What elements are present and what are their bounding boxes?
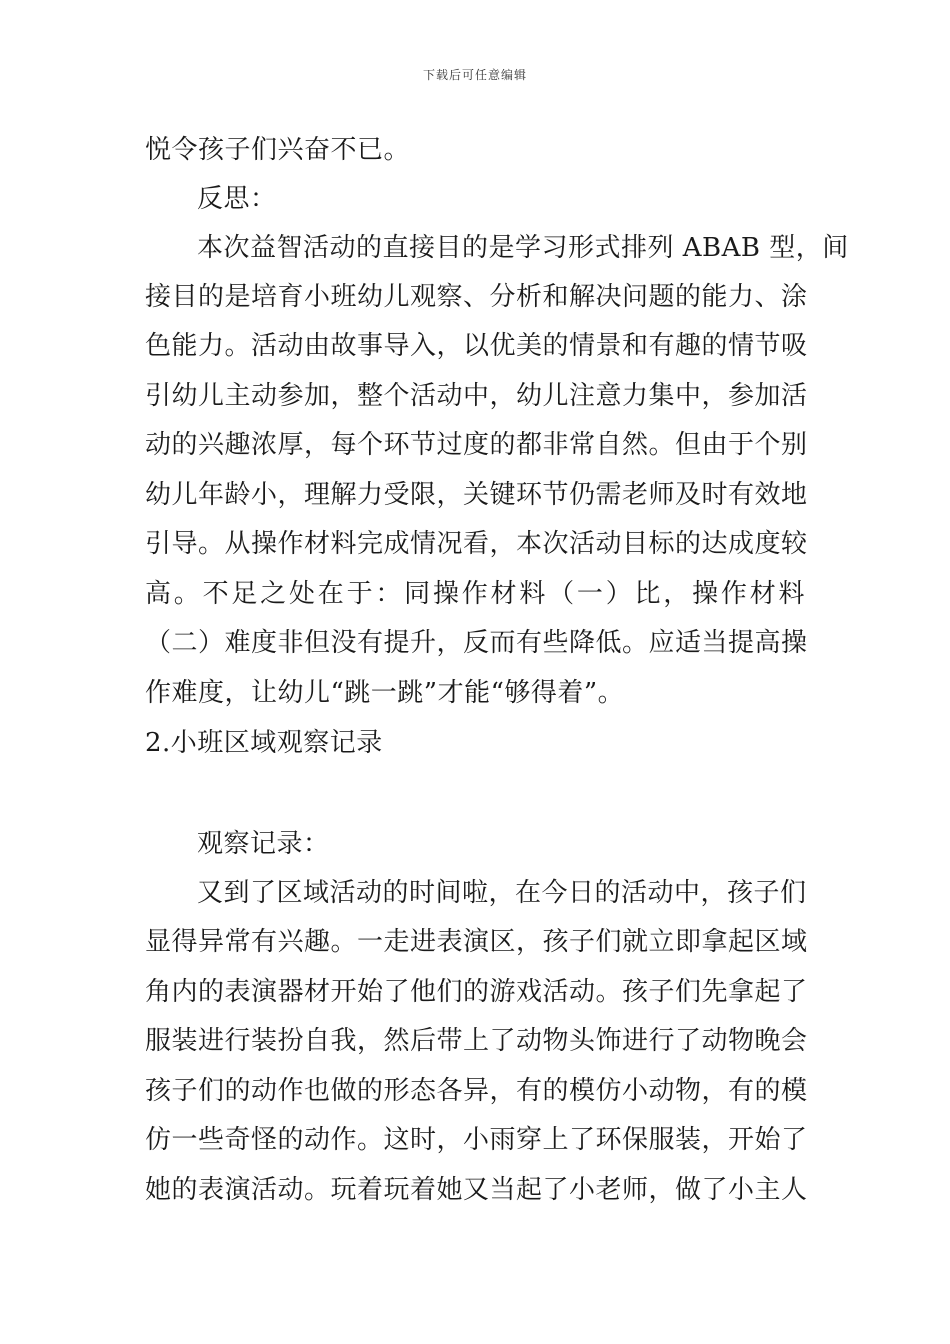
text-line: 作难度，让幼儿“跳一跳”才能“够得着”。 bbox=[145, 678, 625, 708]
text-line: 仿一些奇怪的动作。这时，小雨穿上了环保服装，开始了 bbox=[145, 1125, 808, 1155]
text-line: 孩子们的动作也做的形态各异，有的模仿小动物，有的模 bbox=[145, 1076, 808, 1106]
text-line: 悦令孩子们兴奋不已。 bbox=[145, 135, 411, 165]
text-line: 动的兴趣浓厚，每个环节过度的都非常自然。但由于个别 bbox=[145, 430, 808, 460]
text-line: 引导。从操作材料完成情况看，本次活动目标的达成度较 bbox=[145, 529, 808, 559]
section-heading-observation: 2.小班区域观察记录 bbox=[145, 728, 383, 758]
text-line: 接目的是培育小班幼儿观察、分析和解决问题的能力、涂 bbox=[145, 282, 808, 312]
text-line: 服装进行装扮自我，然后带上了动物头饰进行了动物晚会 bbox=[145, 1026, 808, 1056]
text-line: 本次益智活动的直接目的是学习形式排列 ABAB 型，间 bbox=[197, 233, 849, 263]
text-line: 引幼儿主动参加，整个活动中，幼儿注意力集中，参加活 bbox=[145, 381, 808, 411]
text-line: 幼儿年龄小，理解力受限，关键环节仍需老师及时有效地 bbox=[145, 480, 808, 510]
text-line: 显得异常有兴趣。一走进表演区，孩子们就立即拿起区域 bbox=[145, 927, 808, 957]
text-line: 色能力。活动由故事导入，以优美的情景和有趣的情节吸 bbox=[145, 331, 808, 361]
section-heading-reflection: 反思： bbox=[197, 184, 277, 214]
text-line: 角内的表演器材开始了他们的游戏活动。孩子们先拿起了 bbox=[145, 977, 808, 1007]
text-line: （二）难度非但没有提升，反而有些降低。应适当提高操 bbox=[145, 628, 808, 658]
text-line: 又到了区域活动的时间啦，在今日的活动中，孩子们 bbox=[197, 878, 807, 908]
subheading-observation-record: 观察记录： bbox=[197, 829, 330, 859]
text-line: 高。不足之处在于：同操作材料（一）比，操作材料 bbox=[145, 579, 805, 609]
text-line: 她的表演活动。玩着玩着她又当起了小老师，做了小主人 bbox=[145, 1175, 808, 1205]
page-header: 下载后可任意编辑 bbox=[422, 68, 527, 82]
